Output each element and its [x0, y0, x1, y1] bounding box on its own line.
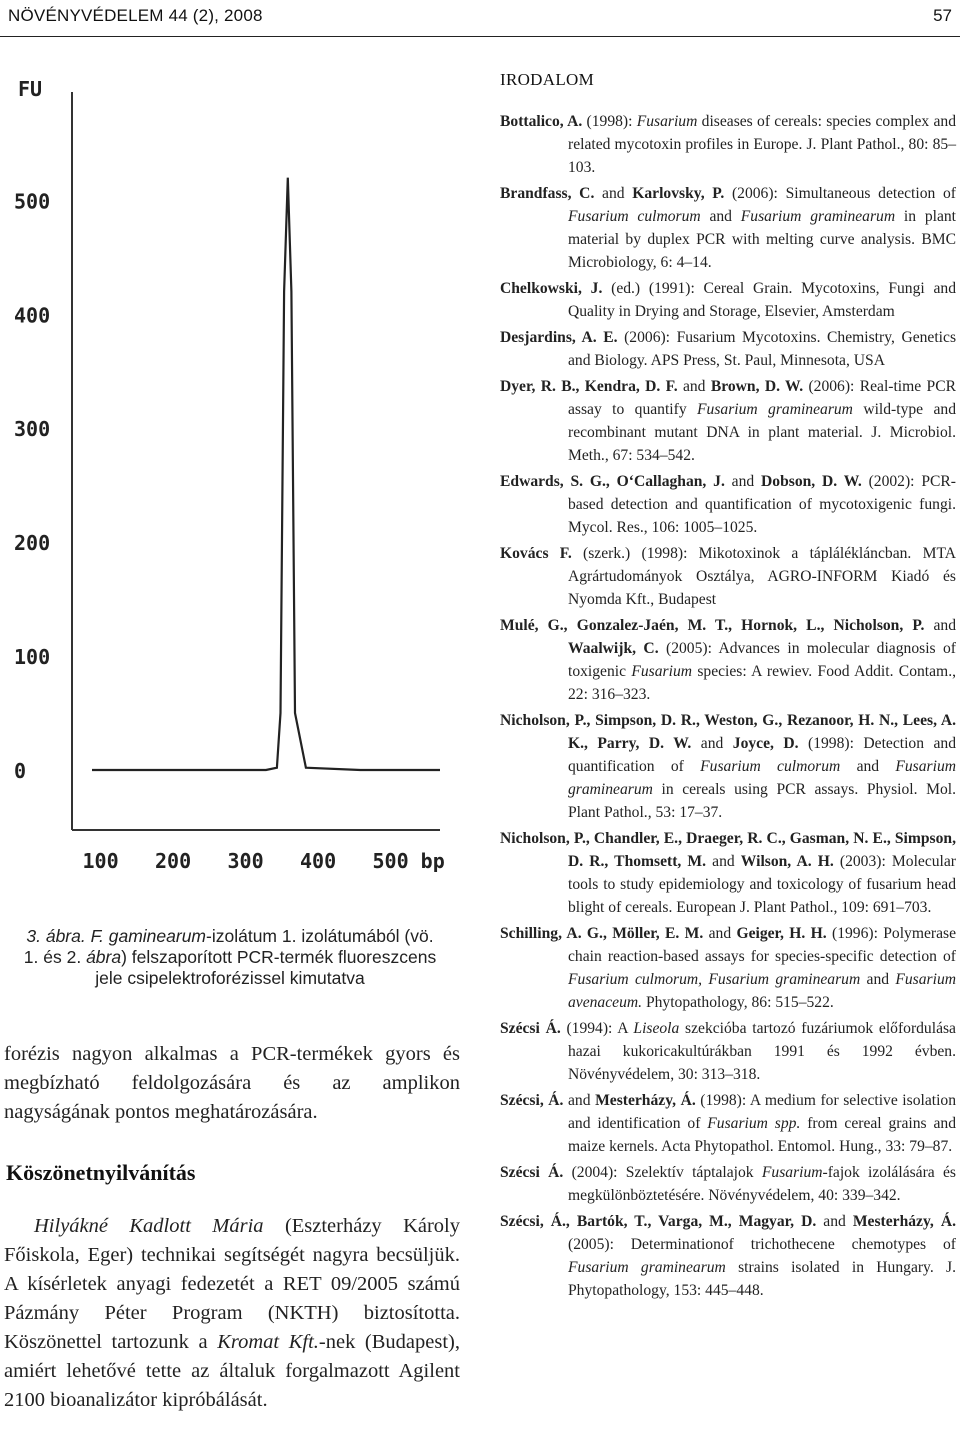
reference-rest: strains isolated in Hungary. J. Phytopathology, 153: 445–448.	[568, 1259, 956, 1299]
reference-text: (2006): Real-time PCR assay to quantify	[568, 378, 957, 418]
reference-and: and	[724, 473, 762, 490]
x-tick-label: 400	[300, 849, 337, 873]
reference-rest: in cereals using PCR assays. Physiol. Mol. Plant Pathol., 53: 17–37.	[568, 781, 956, 821]
caption-ref: ábra	[86, 947, 122, 967]
reference-item	[500, 709, 956, 824]
reference-item	[500, 614, 956, 706]
y-axis-label: FU	[18, 77, 43, 101]
reference-text: (2004): Szelektív táptalajok	[563, 1164, 762, 1181]
reference-authors: Desjardins, A. E.	[500, 329, 618, 346]
reference-text: (2002): PCR-based detection and quantification of mycotoxigenic fungi. Mycol. Res., 106: 1005–1025.	[568, 473, 956, 536]
y-tick-label: 400	[14, 303, 51, 328]
reference-authors: Brandfass, C.	[500, 185, 595, 202]
y-tick-label: 200	[14, 531, 51, 556]
reference-and: and	[706, 853, 741, 870]
reference-item	[500, 1210, 956, 1302]
references-heading: IRODALOM	[500, 70, 595, 89]
reference-authors: Bottalico, A.	[500, 113, 583, 130]
reference-item	[500, 922, 956, 1014]
reference-item	[500, 182, 956, 274]
page-header	[0, 0, 960, 37]
reference-rest: in plant material by duplex PCR with melting curve analysis. BMC Microbiology, 6: 4–14.	[568, 208, 956, 271]
y-tick-label: 300	[14, 417, 51, 442]
reference-text: (1996): Polymerase chain reaction-based assays for species-specific detection of	[568, 925, 956, 965]
reference-italic-2: Fusarium graminearum	[740, 208, 896, 225]
x-tick-label: 300	[227, 849, 264, 873]
journal-title: NÖVÉNYVÉDELEM 44 (2), 2008	[8, 6, 263, 25]
reference-authors: Szécsi, Á., Bartók, T., Varga, M., Magyar, D.	[500, 1213, 817, 1230]
reference-item	[500, 470, 956, 539]
reference-text: (1998): Detection and quantification of	[568, 735, 957, 775]
electropherogram-chart	[0, 60, 460, 920]
reference-text: (2006): Fusarium Mycotoxins. Chemistry, Genetics and Biology. APS Press, St. Paul, Minnesota, USA	[568, 329, 957, 369]
x-tick-label: 200	[155, 849, 192, 873]
reference-text-2: and	[700, 208, 741, 225]
reference-authors-last: Waalwijk, C.	[568, 640, 659, 657]
reference-italic: Fusarium culmorum	[568, 208, 701, 225]
reference-authors-last: Wilson, A. H.	[740, 853, 834, 870]
figure-caption	[20, 926, 440, 989]
reference-and: and	[677, 378, 711, 395]
fluorescence-trace	[92, 178, 440, 770]
reference-and: and	[816, 1213, 853, 1230]
y-tick-labels	[14, 189, 50, 783]
reference-italic: Fusarium culmorum, Fusarium graminearum	[568, 971, 861, 988]
reference-rest: Phytopathology, 86: 515–522.	[642, 994, 834, 1011]
ack-text-2: -nek (Budapest), amiért lehetővé tette az általuk forgalmazott Agilent 2100 bioanalizátor kipróbálását.	[4, 1331, 460, 1411]
ack-company: Kromat Kft.	[217, 1331, 319, 1353]
reference-item	[500, 375, 956, 467]
reference-authors: Szécsi Á.	[500, 1164, 564, 1181]
reference-authors: Edwards, S. G., O‘Callaghan, J.	[500, 473, 725, 490]
reference-text: (1998):	[582, 113, 637, 130]
reference-italic: Liseola	[633, 1020, 680, 1037]
caption-text-1: -izolátum 1. izolátumából (vö. 1. és 2.	[23, 926, 434, 967]
reference-item	[500, 827, 956, 919]
reference-authors: Mulé, G., Gonzalez-Jaén, M. T., Hornok, L., Nicholson, P.	[500, 617, 925, 634]
reference-rest: wild-type and recombinant mutant DNA in plant material. J. Microbiol. Meth., 67: 534–542.	[568, 401, 956, 464]
x-tick-labels	[83, 849, 445, 873]
page-number: 57	[933, 6, 952, 25]
reference-text: (2003): Molecular tools to study epidemiology and toxicology of fusarium head blight of cereals. European J. Plant Pathol., 109: 691–703.	[568, 853, 956, 916]
reference-authors-last: Dobson, D. W.	[761, 473, 862, 490]
reference-rest: from cereal grains and maize kernels. Acta Phytopathol. Entomol. Hung., 33: 79–87.	[568, 1115, 956, 1155]
reference-and: and	[594, 185, 633, 202]
reference-item	[500, 277, 956, 323]
reference-text: (2006): Simultaneous detection of	[724, 185, 956, 202]
reference-authors: Nicholson, P., Simpson, D. R., Weston, G., Rezanoor, H. N., Lees, A. K., Parry, D. W.	[500, 712, 956, 752]
reference-item	[500, 110, 956, 179]
reference-and: and	[703, 925, 737, 942]
reference-italic-2: Fusarium graminearum	[568, 758, 957, 798]
reference-and: and	[563, 1092, 596, 1109]
reference-authors-last: Mesterházy, Á.	[595, 1092, 696, 1109]
reference-item	[500, 542, 956, 611]
reference-authors-last: Karlovsky, P.	[632, 185, 725, 202]
reference-authors-last: Brown, D. W.	[710, 378, 804, 395]
reference-text: (1998): A medium for selective isolation and identification of	[568, 1092, 957, 1132]
reference-authors: Kovács F.	[500, 545, 572, 562]
y-tick-label: 0	[14, 759, 27, 783]
reference-rest: szekcióba tartozó fuzáriumok előfordulása hazai kukoricakultúrákban 1991 és 1992 évben. Növényvédelem, 30: 313–318.	[568, 1020, 956, 1083]
reference-text: (2005): Determinationof trichothecene chemotypes of	[568, 1236, 956, 1253]
reference-authors: Szécsi Á.	[500, 1020, 561, 1037]
chart-axes	[72, 92, 440, 830]
reference-text: (2005): Advances in molecular diagnosis of toxigenic	[568, 640, 956, 680]
reference-authors: Szécsi, Á.	[500, 1092, 564, 1109]
reference-rest: diseases of cereals: species complex and related mycotoxin profiles in Europe. J. Plant Pathol., 80: 85–103.	[568, 113, 956, 176]
reference-authors-last: Joyce, D.	[732, 735, 799, 752]
reference-authors-last: Geiger, H. H.	[736, 925, 827, 942]
x-tick-label: 100	[82, 849, 119, 873]
ack-text-1: (Eszterházy Károly Főiskola, Eger) technikai segítségét nagyra becsüljük. A kísérletek anyagi fedezetét a RET 09/2005 számú Pázmány Péter Program (NKTH) biztosította. Köszönettel tartozunk a	[4, 1215, 460, 1353]
acknowledgement-text	[4, 1212, 460, 1415]
body-text	[4, 1040, 460, 1127]
reference-rest: -fajok izolálására és megkülönböztetésére. Növényvédelem, 40: 339–342.	[568, 1164, 956, 1204]
caption-text-2: ) felszaporított PCR-termék fluoreszcens jele csipelektroforézissel kimutatva	[95, 947, 437, 988]
reference-authors-last: Mesterházy, Á.	[852, 1213, 956, 1230]
reference-authors: Nicholson, P., Chandler, E., Draeger, R. C., Gasman, N. E., Simpson, D. R., Thomsett, M.	[500, 830, 956, 870]
reference-authors: Chelkowski, J.	[500, 280, 603, 297]
reference-italic: Fusarium graminearum	[568, 1259, 726, 1276]
reference-italic-2: Fusarium avenaceum.	[568, 971, 957, 1011]
reference-text-2: and	[840, 758, 896, 775]
reference-text: (ed.) (1991): Cereal Grain. Mycotoxins, Fungi and Quality in Drying and Storage, Elsevier, Amsterdam	[568, 280, 957, 320]
paragraph-continued: forézis nagyon alkalmas a PCR-termékek gyors és megbízható feldolgozására és az amplikon nagyságának pontos meghatározására.	[4, 1043, 460, 1123]
reference-rest: species: A rewiev. Food Addit. Contam., 22: 316–323.	[568, 663, 956, 703]
reference-authors: Dyer, R. B., Kendra, D. F.	[500, 378, 678, 395]
reference-italic: Fusarium graminearum	[697, 401, 853, 418]
reference-item	[500, 1089, 956, 1158]
reference-list	[500, 110, 956, 1305]
acknowledgement-heading: Köszönetnyilvánítás	[6, 1160, 196, 1185]
reference-italic: Fusarium spp.	[707, 1115, 801, 1132]
reference-italic: Fusarium	[631, 663, 693, 680]
reference-text: (1994): A	[560, 1020, 634, 1037]
reference-italic: Fusarium culmorum	[700, 758, 841, 775]
reference-text-2: and	[860, 971, 896, 988]
reference-italic: Fusarium	[761, 1164, 823, 1181]
reference-italic: Fusarium	[636, 113, 698, 130]
y-tick-label: 100	[14, 645, 51, 670]
reference-item	[500, 326, 956, 372]
x-tick-label: 500 bp	[372, 849, 445, 873]
reference-item	[500, 1161, 956, 1207]
reference-authors: Schilling, A. G., Möller, E. M.	[500, 925, 704, 942]
reference-and: and	[924, 617, 956, 634]
reference-text: (szerk.) (1998): Mikotoxinok a táplálékláncban. MTA Agrártudományok Osztálya, AGRO-INFORM Kiadó és Nyomda Kft., Budapest	[568, 545, 956, 608]
ack-name: Hilyákné Kadlott Mária	[34, 1215, 264, 1237]
caption-label: 3. ábra. F. gaminearum	[26, 926, 207, 946]
y-tick-label: 500	[14, 189, 51, 214]
reference-and: and	[691, 735, 733, 752]
reference-item	[500, 1017, 956, 1086]
